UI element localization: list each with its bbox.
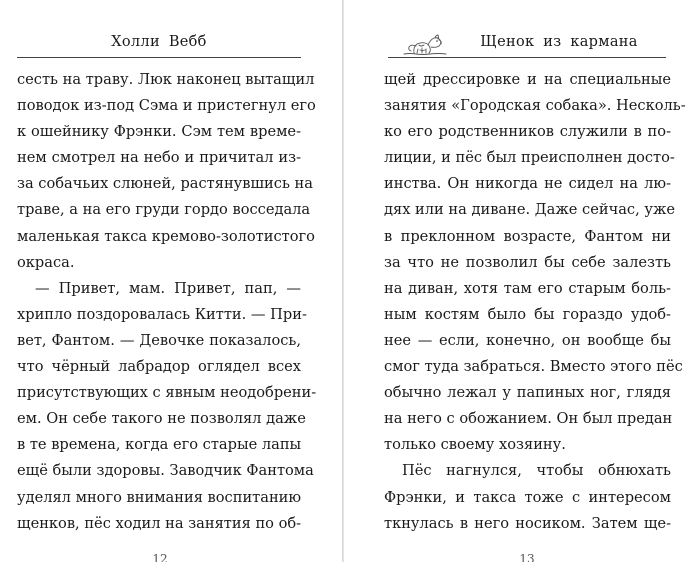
text-line: на диван, хотя там его старым боль- bbox=[384, 279, 671, 297]
text-line: инства. Он никогда не сидел на лю- bbox=[384, 175, 671, 193]
text-line: занятия «Городская собака». Несколь- bbox=[384, 97, 686, 115]
text-line: за собачьих слюней, растянувшись на bbox=[17, 175, 313, 193]
dog-ornament-icon bbox=[400, 32, 448, 58]
text-line: присутствующих с явным неодобрени- bbox=[17, 384, 317, 402]
page-number: 13 bbox=[519, 552, 535, 562]
text-line: ным костям было бы гораздо удоб- bbox=[384, 305, 671, 323]
text-line: ещё были здоровы. Заводчик Фантома bbox=[17, 462, 314, 480]
left-page bbox=[0, 0, 343, 562]
header-rule bbox=[17, 57, 301, 58]
text-line: только своему хозяину. bbox=[384, 436, 566, 454]
text-line: щенков, пёс ходил на занятия по об- bbox=[17, 514, 302, 532]
running-head-title: Щенок из кармана bbox=[480, 34, 638, 50]
text-line: лиции, и пёс был преисполнен досто- bbox=[384, 149, 675, 167]
text-line: окраса. bbox=[17, 253, 75, 271]
text-line: Фрэнки, и такса тоже с интересом bbox=[384, 488, 671, 506]
running-head-author: Холли Вебб bbox=[111, 34, 207, 50]
text-line: ко его родственников служили в по- bbox=[384, 123, 671, 141]
text-line: нее — если, конечно, он вообще бы bbox=[384, 331, 671, 349]
header-rule bbox=[388, 57, 666, 58]
page-number: 12 bbox=[152, 552, 168, 562]
text-line: к ошейнику Фрэнки. Сэм тем време- bbox=[17, 123, 301, 141]
right-page-text bbox=[384, 67, 686, 537]
text-line: Пёс нагнулся, чтобы обнюхать bbox=[402, 462, 671, 480]
text-line: траве, а на его груди гордо восседала bbox=[17, 201, 311, 219]
text-line: — Привет, мам. Привет, пап, — bbox=[35, 279, 301, 297]
text-line: вет, Фантом. — Девочке показалось, bbox=[17, 331, 301, 349]
right-page bbox=[344, 0, 699, 562]
text-line: маленькая такса кремово-золотистого bbox=[17, 227, 315, 245]
text-line: смог туда забраться. Вместо этого пёс bbox=[384, 358, 683, 376]
text-line: уделял много внимания воспитанию bbox=[17, 488, 302, 506]
text-line: ем. Он себе такого не позволял даже bbox=[17, 410, 306, 428]
text-line: поводок из-под Сэма и пристегнул его bbox=[17, 97, 316, 115]
text-line: на него с обожанием. Он был предан bbox=[384, 410, 673, 428]
text-line: дях или на диване. Даже сейчас, уже bbox=[384, 201, 676, 219]
text-line: обычно лежал у папиных ног, глядя bbox=[384, 384, 671, 402]
left-page-text bbox=[17, 67, 317, 537]
text-line: в те времена, когда его старые лапы bbox=[17, 436, 302, 454]
text-line: в преклонном возрасте, Фантом ни bbox=[384, 227, 671, 245]
text-line: ткнулась в него носиком. Затем ще- bbox=[384, 514, 671, 532]
text-line: за что не позволил бы себе залезть bbox=[384, 253, 671, 271]
text-line: хрипло поздоровалась Китти. — При- bbox=[17, 305, 307, 323]
text-line: нем смотрел на небо и причитал из- bbox=[17, 149, 301, 167]
text-line: сесть на траву. Люк наконец вытащил bbox=[17, 71, 315, 88]
text-line: щей дрессировке и на специальные bbox=[384, 71, 671, 88]
text-line: что чёрный лабрадор оглядел всех bbox=[17, 358, 301, 376]
